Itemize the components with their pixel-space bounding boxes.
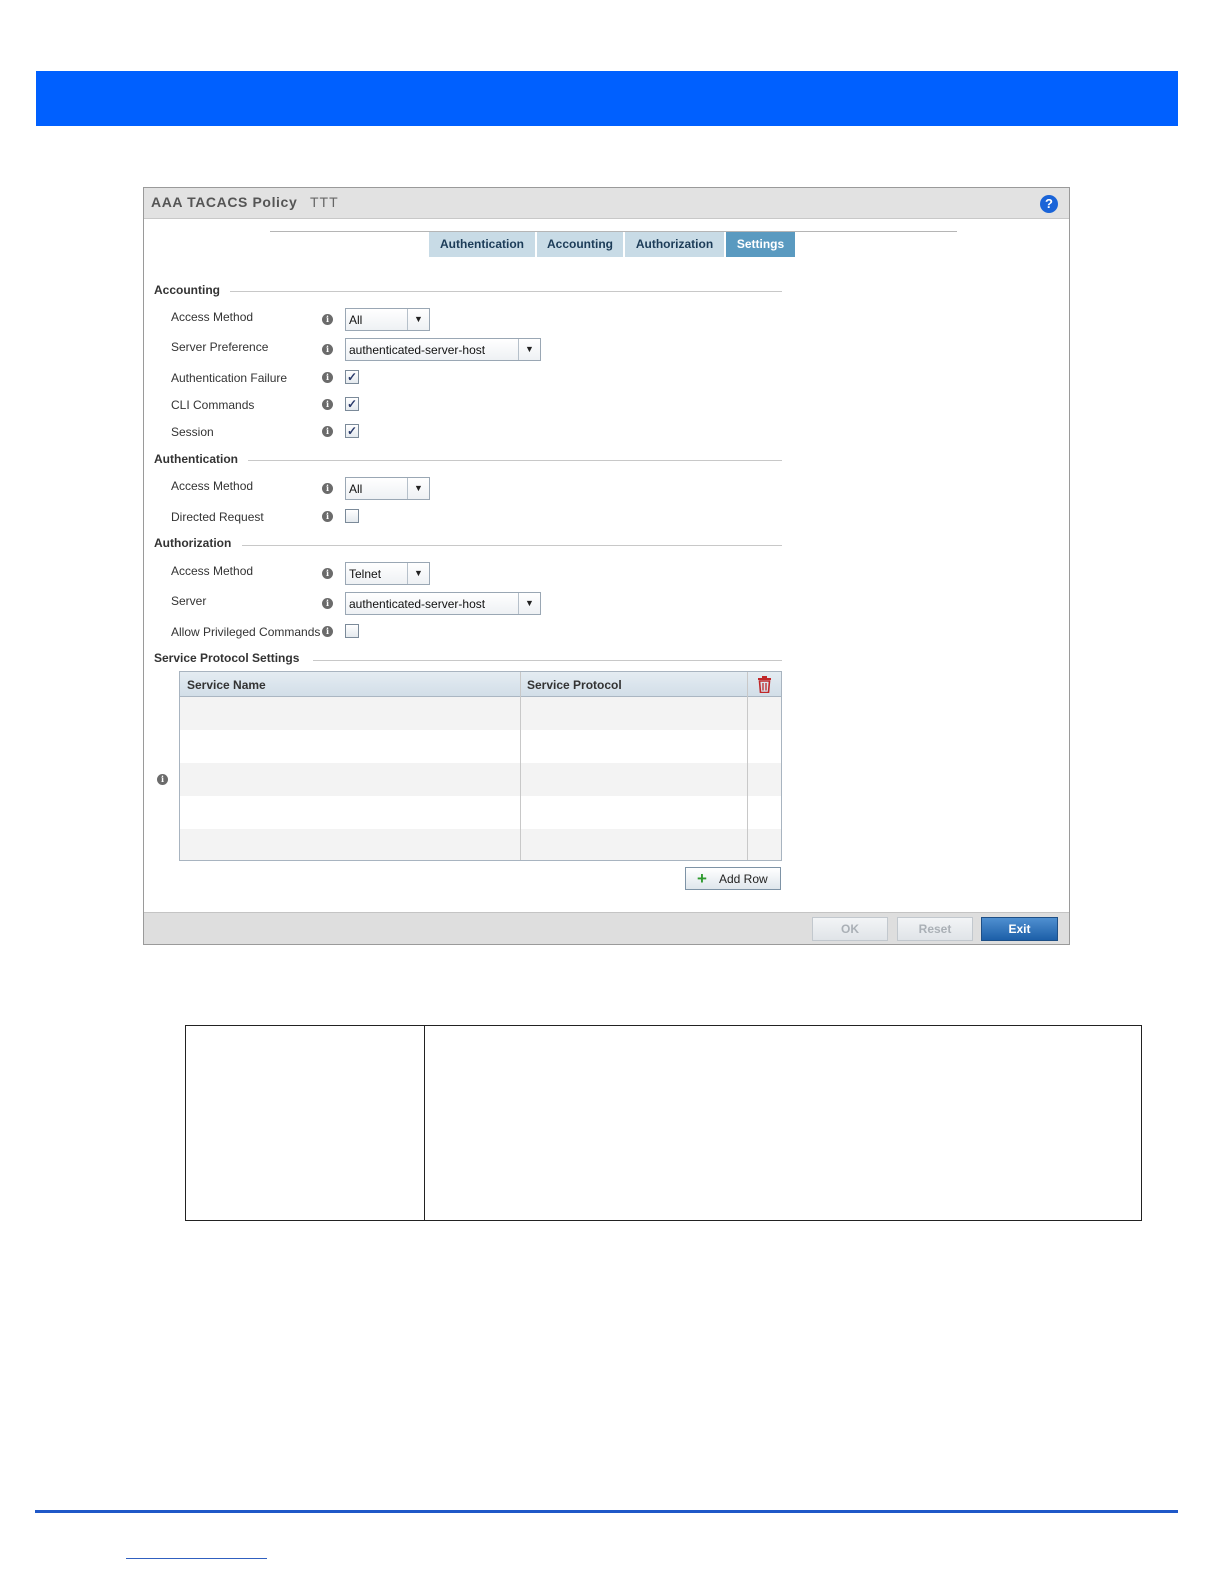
dialog-footer <box>144 912 1069 944</box>
session-checkbox[interactable]: ✓ <box>346 424 358 438</box>
cli-commands-label: CLI Commands <box>171 398 255 412</box>
chevron-down-icon[interactable]: ▼ <box>407 563 429 584</box>
service-protocol-table <box>179 671 782 861</box>
info-icon[interactable]: i <box>322 344 333 355</box>
table-header <box>180 672 781 697</box>
directed-request-checkbox[interactable] <box>345 509 359 523</box>
ok-button[interactable]: OK <box>812 917 888 941</box>
tab-accounting[interactable]: Accounting <box>537 232 624 257</box>
section-divider <box>242 545 782 546</box>
add-row-label: Add Row <box>719 872 768 886</box>
table-row[interactable] <box>180 697 781 730</box>
server-preference-label: Server Preference <box>171 340 269 354</box>
authentication-failure-label: Authentication Failure <box>171 371 288 385</box>
column-service-protocol[interactable]: Service Protocol <box>527 678 622 692</box>
session-label: Session <box>171 425 214 439</box>
description-table <box>185 1025 1142 1221</box>
reset-button[interactable]: Reset <box>897 917 973 941</box>
directed-request-label: Directed Request <box>171 510 264 524</box>
info-icon[interactable]: i <box>322 511 333 522</box>
tab-settings[interactable]: Settings <box>726 232 796 257</box>
add-row-button[interactable] <box>685 867 781 890</box>
dialog-title: AAA TACACS Policy <box>151 194 298 210</box>
chevron-down-icon[interactable]: ▼ <box>407 309 429 330</box>
top-banner <box>36 71 1178 126</box>
info-icon[interactable]: i <box>322 314 333 325</box>
section-authentication-heading: Authentication <box>154 452 238 466</box>
section-authorization-heading: Authorization <box>154 536 232 550</box>
policy-name: TTT <box>310 194 339 210</box>
chevron-down-icon[interactable]: ▼ <box>518 339 540 360</box>
authorization-access-method-select[interactable] <box>345 562 430 585</box>
select-value: authenticated-server-host <box>349 597 486 611</box>
tab-authorization[interactable]: Authorization <box>625 232 725 257</box>
table-row[interactable] <box>180 796 781 829</box>
allow-privileged-commands-checkbox[interactable] <box>345 624 359 638</box>
description-table-divider <box>424 1026 425 1220</box>
section-divider <box>230 291 782 292</box>
authorization-server-label: Server <box>171 594 207 608</box>
select-value: Telnet <box>349 567 382 581</box>
cli-commands-checkbox[interactable]: ✓ <box>346 397 358 411</box>
authentication-failure-checkbox[interactable]: ✓ <box>346 370 358 384</box>
allow-privileged-commands-label: Allow Privileged Commands <box>171 625 321 639</box>
authentication-access-method-select[interactable] <box>345 477 430 500</box>
table-row[interactable] <box>180 730 781 763</box>
section-divider <box>313 660 782 661</box>
dialog-header <box>144 188 1069 219</box>
tab-authentication[interactable]: Authentication <box>429 232 536 257</box>
section-accounting-heading: Accounting <box>154 283 220 297</box>
accounting-access-method-label: Access Method <box>171 310 254 324</box>
authentication-access-method-label: Access Method <box>171 479 254 493</box>
select-value: All <box>349 313 363 327</box>
accounting-access-method-select[interactable] <box>345 308 430 331</box>
info-icon[interactable]: i <box>322 568 333 579</box>
info-icon[interactable]: i <box>322 372 333 383</box>
table-row[interactable] <box>180 763 781 796</box>
trash-icon[interactable] <box>757 676 772 693</box>
info-icon[interactable]: i <box>157 774 168 785</box>
info-icon[interactable]: i <box>322 426 333 437</box>
exit-button[interactable]: Exit <box>981 917 1058 941</box>
authorization-access-method-label: Access Method <box>171 564 254 578</box>
section-service-protocol-heading: Service Protocol Settings <box>154 651 300 665</box>
select-value: authenticated-server-host <box>349 343 486 357</box>
column-service-name[interactable]: Service Name <box>187 678 266 692</box>
column-divider <box>747 672 748 861</box>
aaa-tacacs-policy-dialog <box>143 187 1070 945</box>
chevron-down-icon[interactable]: ▼ <box>407 478 429 499</box>
server-preference-select[interactable] <box>345 338 541 361</box>
chevron-down-icon[interactable]: ▼ <box>518 593 540 614</box>
select-value: All <box>349 482 363 496</box>
footer-link-underline[interactable] <box>126 1558 267 1559</box>
info-icon[interactable]: i <box>322 399 333 410</box>
info-icon[interactable]: i <box>322 598 333 609</box>
page-footer-rule <box>35 1510 1178 1513</box>
table-row[interactable] <box>180 829 781 861</box>
plus-icon: + <box>697 869 707 888</box>
info-icon[interactable]: i <box>322 483 333 494</box>
info-icon[interactable]: i <box>322 626 333 637</box>
authorization-server-select[interactable] <box>345 592 541 615</box>
column-divider <box>520 672 521 861</box>
section-divider <box>248 460 782 461</box>
help-icon[interactable]: ? <box>1040 195 1058 213</box>
